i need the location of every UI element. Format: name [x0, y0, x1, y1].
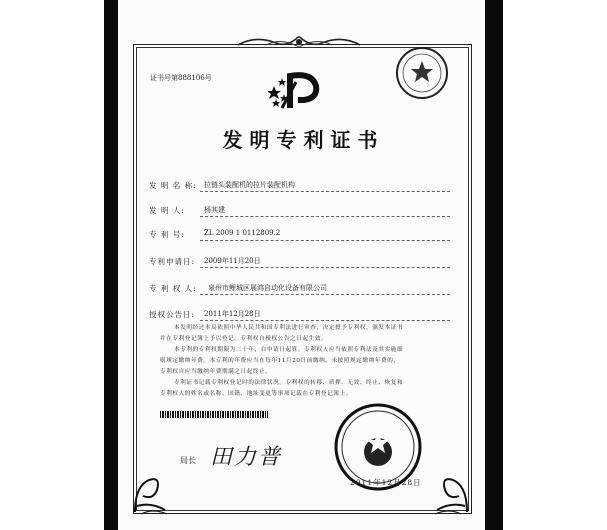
- body-line-4: 则规定缴纳年费。本专利的年费应当在每年11月20日前缴纳。未按照规定缴纳年费的，: [160, 358, 400, 364]
- agency-stamp-icon: [394, 45, 450, 101]
- patent-no-label: 专 利 号:: [149, 230, 185, 239]
- filing-date-underline: [200, 267, 450, 268]
- patentee: 泉州市鲤城区展鸿自动化设备有限公司: [208, 284, 327, 292]
- grant-date: 2011年12月28日: [204, 310, 261, 318]
- patentee-underline: [200, 294, 450, 295]
- body-line-2: 并在专利登记簿上予以登记。专利权自授权公告之日起生效。: [160, 336, 328, 342]
- inventor-underline: [200, 216, 450, 217]
- sipo-logo-icon: [268, 68, 326, 110]
- director-label: 局长: [180, 456, 196, 465]
- patent-no-underline: [200, 240, 450, 241]
- invention-name-underline: [200, 191, 450, 192]
- patent-no: ZL 2009 1 0112809.2: [204, 229, 281, 237]
- inventor: 杨其建: [204, 206, 225, 214]
- director-signature: 田力普: [210, 445, 283, 470]
- body-line-6: 专利证书记载专利权登记时的法律状况。专利权的转移、质押、无效、终止、恢复和: [174, 380, 404, 386]
- bottom-left-ornament: [131, 466, 171, 516]
- grant-date-underline: [200, 320, 450, 321]
- inventor-label: 发 明 人:: [149, 206, 185, 215]
- bottom-right-ornament: [431, 464, 471, 516]
- body-line-3: 本专利的专利权期限为二十年，自申请日起算。专利权人应当依照专利法及其实施细: [174, 347, 404, 353]
- invention-name: 拉链头装配机的拉片装配机构: [204, 181, 295, 189]
- invention-name-label: 发 明 名 称:: [149, 181, 197, 190]
- scan-border-right: [485, 0, 503, 530]
- top-ornament: [236, 33, 362, 51]
- filing-date: 2009年11月20日: [204, 257, 261, 265]
- cert-number: 证书号第888106号: [150, 74, 212, 82]
- body-line-7: 专利权人的姓名或名称、国籍、地址变更等事项记载在专利登记簿上。: [160, 391, 353, 397]
- barcode: [160, 411, 268, 418]
- grant-date-label: 授权公告日:: [149, 310, 196, 319]
- body-line-1: 本发明经过本局依照中华人民共和国专利法进行审查，决定授予专利权，颁发本证书: [174, 325, 404, 331]
- patentee-label: 专 利 权 人:: [149, 284, 197, 293]
- seal-date: 2011年12月28日: [350, 478, 422, 487]
- filing-date-label: 专利申请日:: [149, 257, 196, 266]
- certificate-title: 发明专利证书: [222, 128, 385, 152]
- body-line-5: 专利权自应当缴纳年费期满之日起终止。: [160, 369, 272, 375]
